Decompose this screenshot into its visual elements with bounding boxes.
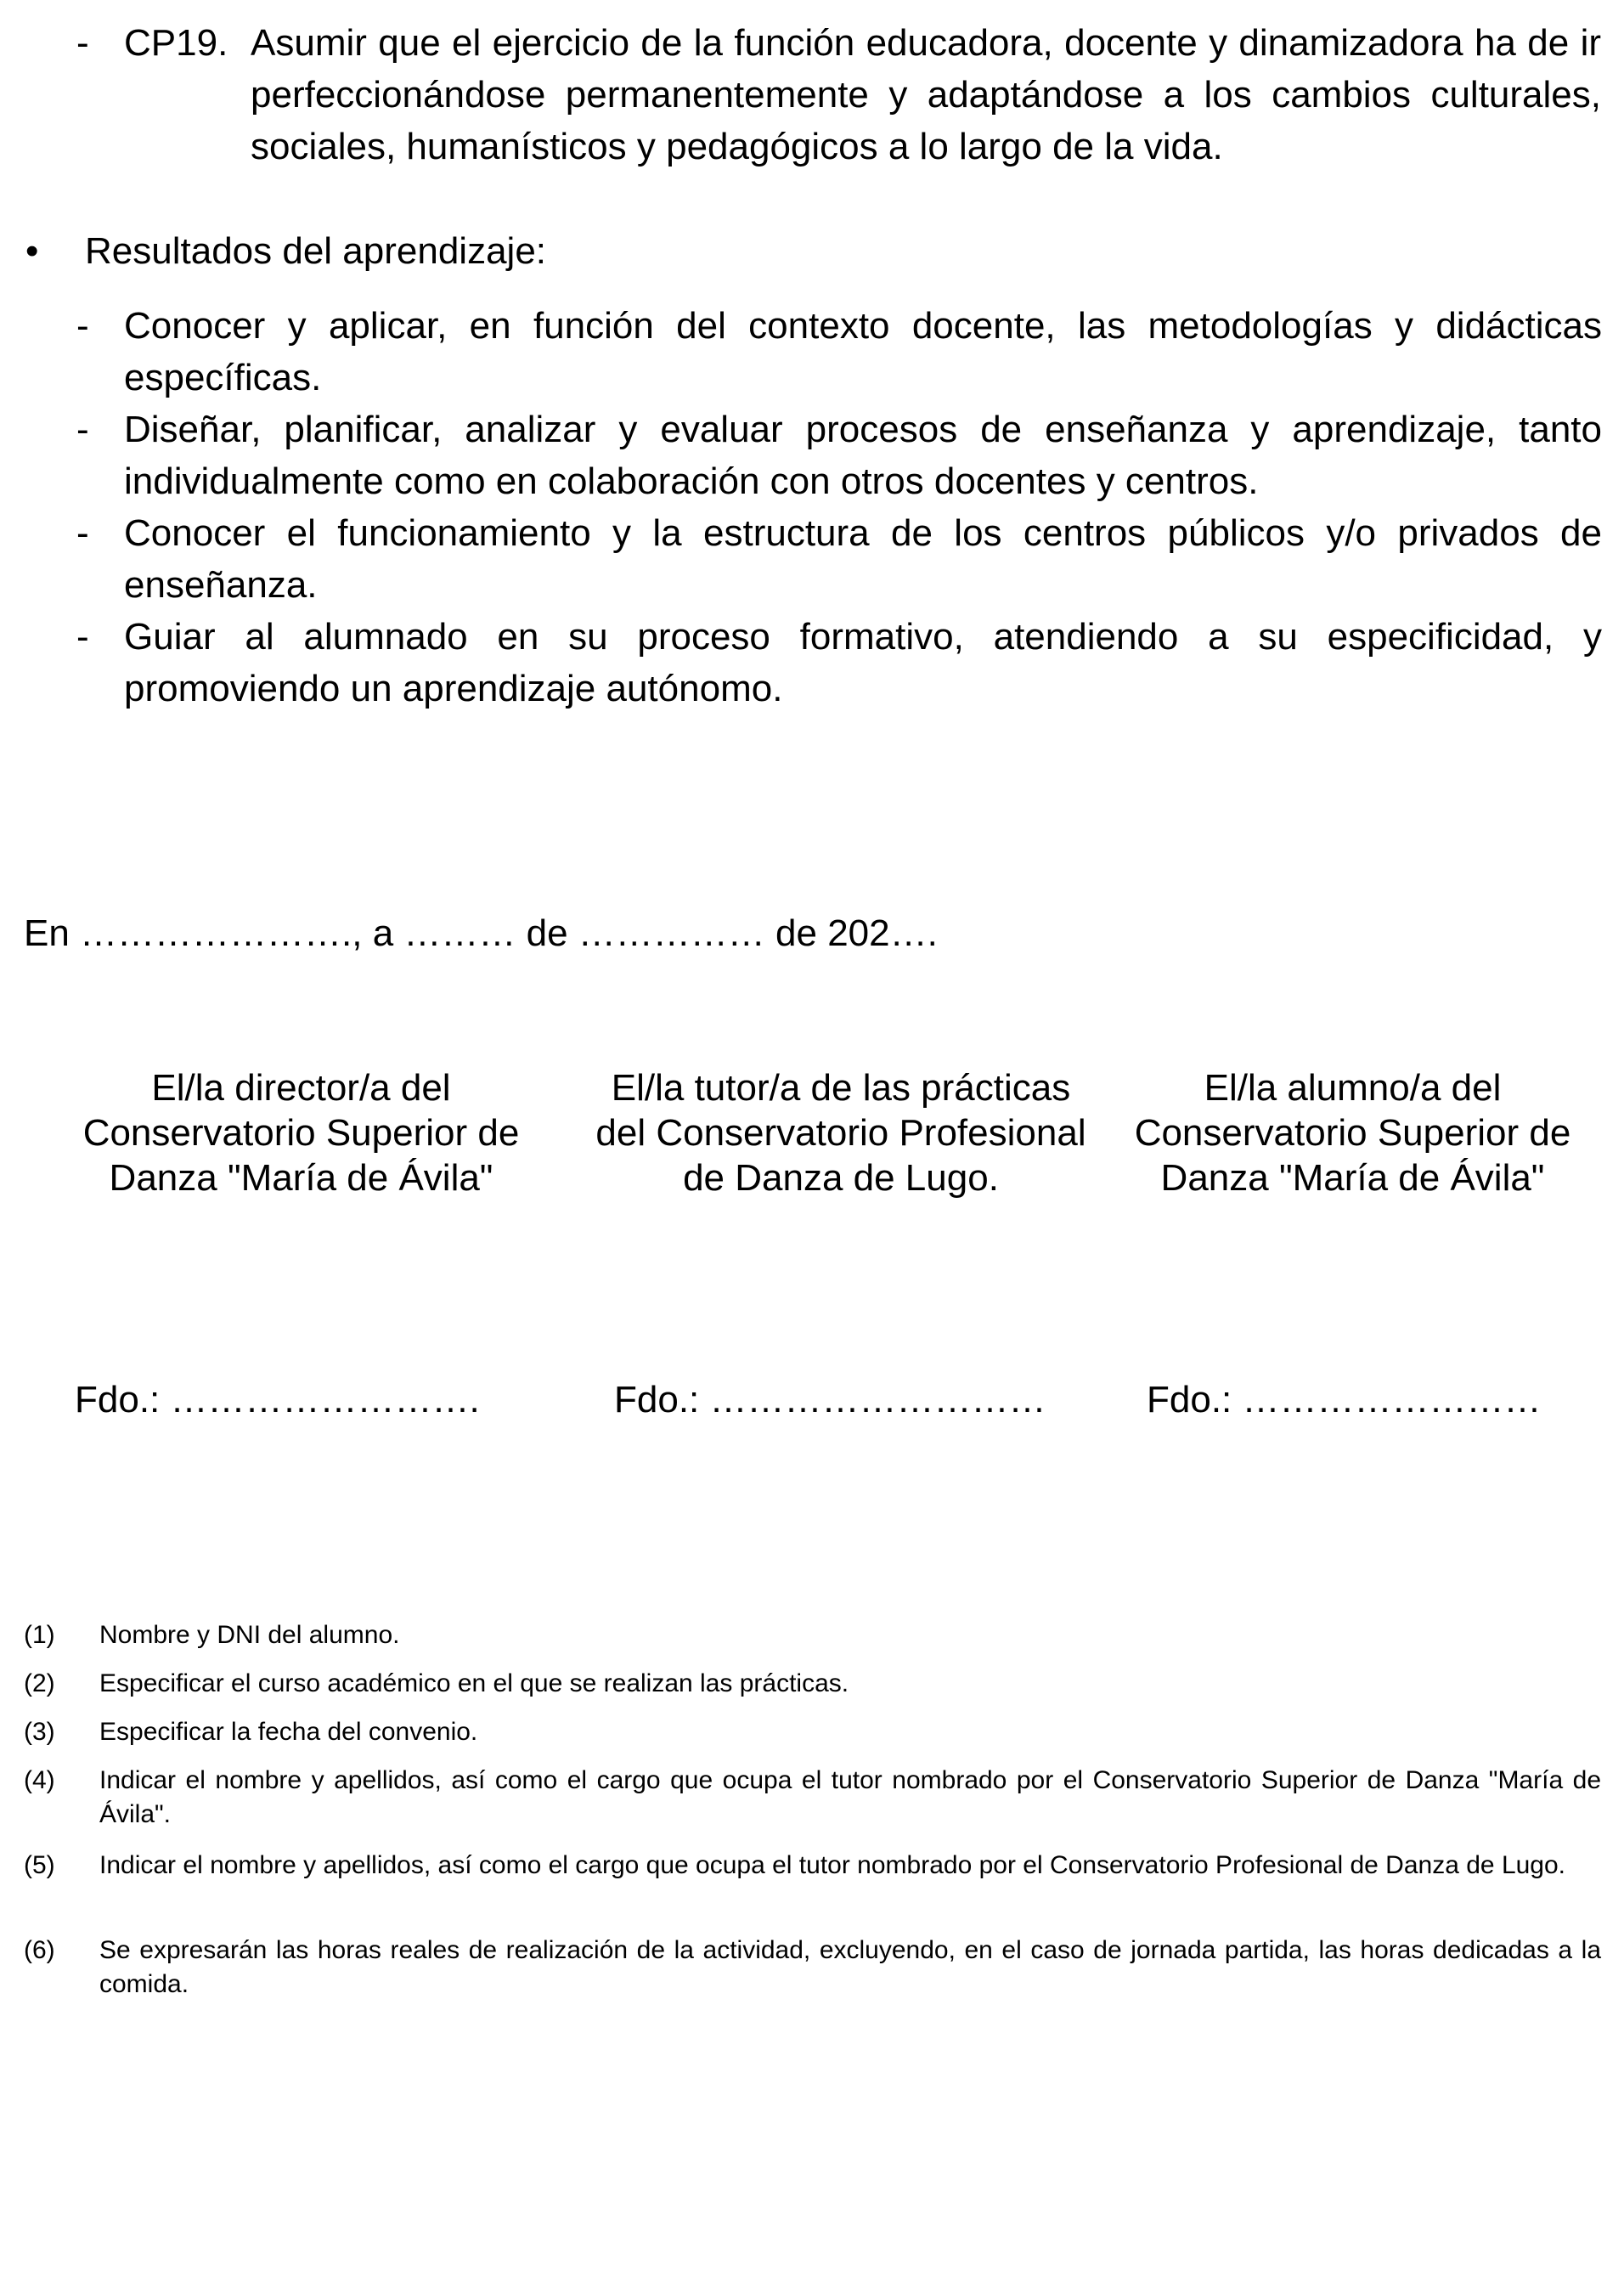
footnote-number: (6): [24, 1936, 55, 1964]
list-dash: -: [76, 22, 89, 64]
learning-outcomes-title: Resultados del aprendizaje:: [85, 230, 547, 272]
list-item-text: Diseñar, planificar, analizar y evaluar procesos de enseñanza y aprendizaje, tanto individualmente como en colaboración con otros docentes y centros.: [124, 409, 1602, 502]
signature-line-tutor: Fdo.: ………………………: [614, 1379, 1046, 1420]
footnote-number: (5): [24, 1851, 55, 1879]
footnote-text: Indicar el nombre y apellidos, así como el cargo que ocupa el tutor nombrado por el Conservatorio Superior de Danza "María de Ávila".: [99, 1766, 1601, 1828]
competency-text: Asumir que el ejercicio de la función educadora, docente y dinamizadora ha de ir perfeccionándose permanentemente y adaptándose a los cambios culturales, sociales, humanísticos y pedagógicos a lo largo de la vida.: [251, 22, 1601, 167]
signature-line-director: Fdo.: …………………….: [75, 1379, 480, 1420]
footnote-number: (2): [24, 1669, 55, 1697]
list-item-text: Guiar al alumnado en su proceso formativo, atendiendo a su especificidad, y promoviendo un aprendizaje autónomo.: [124, 616, 1602, 709]
signature-line-student: Fdo.: ……………………: [1147, 1379, 1542, 1420]
footnote-text: Se expresarán las horas reales de realización de la actividad, excluyendo, en el caso de jornada partida, las horas dedicadas a la comida.: [99, 1936, 1601, 1998]
footnote-text: Nombre y DNI del alumno.: [99, 1621, 400, 1649]
list-dash: -: [76, 305, 89, 347]
list-dash: -: [76, 409, 89, 450]
footnote-text: Especificar la fecha del convenio.: [99, 1718, 478, 1746]
footnote-text: Indicar el nombre y apellidos, así como el cargo que ocupa el tutor nombrado por el Conservatorio Profesional de Danza de Lugo.: [99, 1851, 1566, 1879]
signature-role-tutor: El/la tutor/a de las prácticas del Conservatorio Profesional de Danza de Lugo.: [595, 1067, 1086, 1199]
footnote-text: Especificar el curso académico en el que se realizan las prácticas.: [99, 1669, 849, 1697]
list-dash: -: [76, 512, 89, 554]
list-item-text: Conocer y aplicar, en función del contexto docente, las metodologías y didácticas específicas.: [124, 305, 1602, 398]
bullet-icon: •: [25, 230, 39, 272]
signature-role-director: El/la director/a del Conservatorio Superior de Danza "María de Ávila": [82, 1067, 520, 1199]
list-dash: -: [76, 616, 89, 658]
signature-role-student: El/la alumno/a del Conservatorio Superior de Danza "María de Ávila": [1134, 1067, 1571, 1199]
footnote-number: (4): [24, 1766, 55, 1794]
competency-code: CP19.: [124, 22, 228, 64]
footnote-number: (1): [24, 1621, 55, 1649]
footnote-number: (3): [24, 1718, 55, 1746]
date-line: En …………………., a ……… de …………… de 202….: [24, 912, 938, 954]
list-item-text: Conocer el funcionamiento y la estructura de los centros públicos y/o privados de enseñanza.: [124, 512, 1602, 606]
